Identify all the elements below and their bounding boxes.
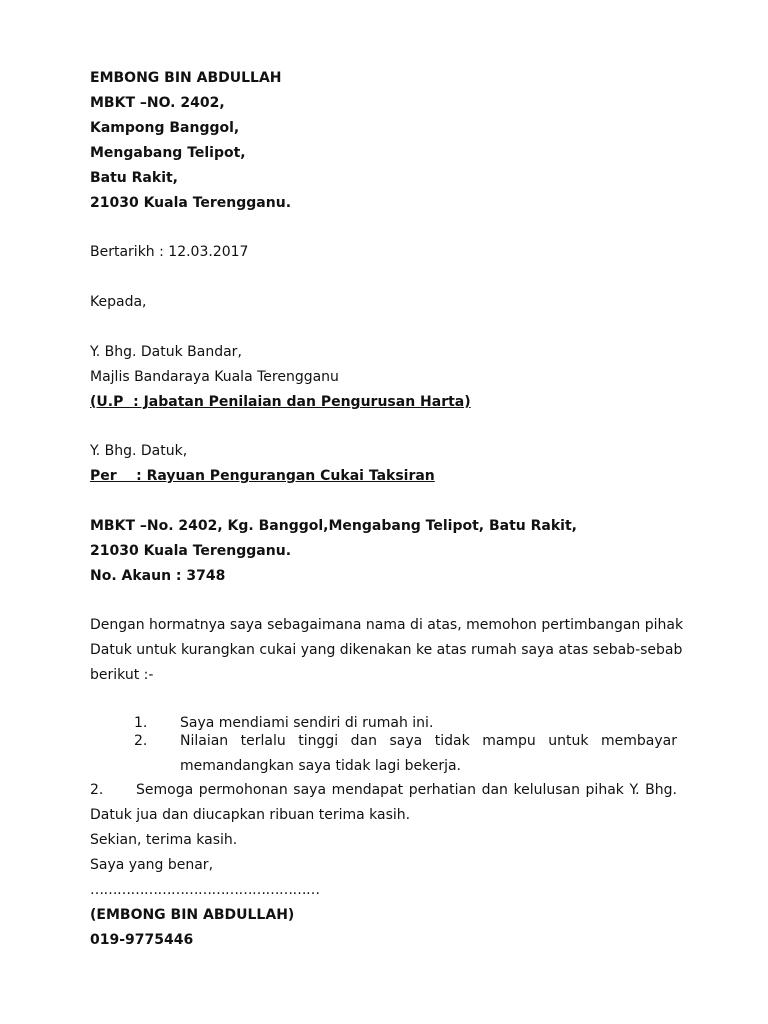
account-number: No. Akaun : 3748 (90, 568, 226, 584)
recipient-organization: Majlis Bandaraya Kuala Terengganu (90, 369, 339, 385)
sender-address-line: Batu Rakit, (90, 170, 178, 186)
body-paragraph-line: berikut :- (90, 667, 154, 683)
closing-line: Saya yang benar, (90, 857, 214, 873)
recipient-title: Y. Bhg. Datuk Bandar, (90, 344, 242, 360)
list-item-text: Saya mendiami sendiri di rumah ini. (180, 715, 434, 731)
property-address-line: MBKT –No. 2402, Kg. Banggol,Mengabang Telipot, Batu Rakit, (90, 518, 577, 534)
list-item-number: 2. (134, 733, 148, 749)
list-item-text: Nilaian terlalu tinggi dan saya tidak mampu untuk membayar (180, 733, 677, 749)
property-address-line: 21030 Kuala Terengganu. (90, 543, 292, 559)
closing-line: Sekian, terima kasih. (90, 832, 238, 848)
sender-name: EMBONG BIN ABDULLAH (90, 70, 282, 86)
sender-address-line: MBKT –NO. 2402, (90, 95, 225, 111)
sender-address-line: 21030 Kuala Terengganu. (90, 195, 292, 211)
letter-date: Bertarikh : 12.03.2017 (90, 244, 249, 260)
sender-address-line: Mengabang Telipot, (90, 145, 246, 161)
signature-line: …………………………………………… (90, 882, 320, 898)
list-item-number: 1. (134, 715, 148, 731)
signature-name: (EMBONG BIN ABDULLAH) (90, 907, 295, 923)
body-paragraph-line: Semoga permohonan saya mendapat perhatian dan kelulusan pihak Y. Bhg. (136, 782, 677, 798)
sender-address-line: Kampong Banggol, (90, 120, 240, 136)
paragraph-number: 2. (90, 782, 104, 798)
signature-phone: 019-9775446 (90, 932, 194, 948)
body-paragraph-line: Datuk jua dan diucapkan ribuan terima kasih. (90, 807, 411, 823)
salutation: Y. Bhg. Datuk, (90, 443, 188, 459)
subject-line: Per : Rayuan Pengurangan Cukai Taksiran (90, 468, 435, 484)
body-paragraph-line: Dengan hormatnya saya sebagaimana nama di atas, memohon pertimbangan pihak (90, 617, 684, 633)
list-item-text: memandangkan saya tidak lagi bekerja. (180, 758, 462, 774)
recipient-attention: (U.P : Jabatan Penilaian dan Pengurusan Harta) (90, 394, 471, 410)
recipient-greeting: Kepada, (90, 294, 147, 310)
body-paragraph-line: Datuk untuk kurangkan cukai yang dikenakan ke atas rumah saya atas sebab-sebab (90, 642, 683, 658)
